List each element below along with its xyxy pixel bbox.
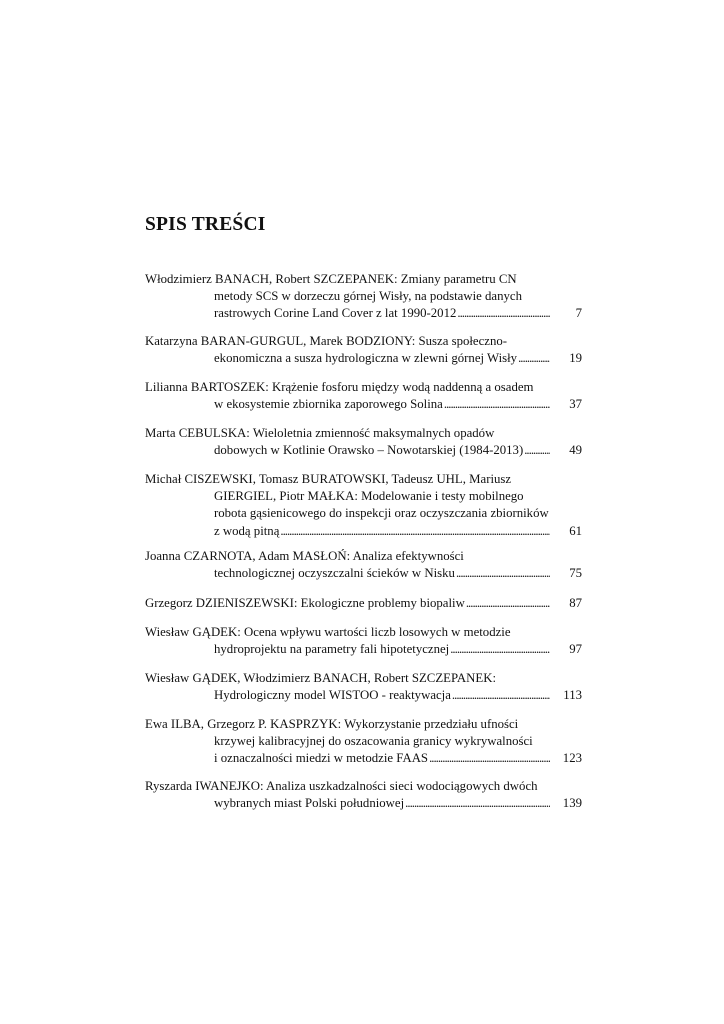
dot-leader: [444, 396, 550, 413]
page-number[interactable]: 7: [575, 306, 582, 321]
dot-leader: [457, 305, 550, 322]
toc-entry: [145, 624, 582, 658]
toc-entry-line: metody SCS w dorzeczu górnej Wisły, na podstawie danych: [214, 289, 522, 304]
page-number[interactable]: 87: [569, 595, 582, 610]
toc-entry-line: dobowych w Kotlinie Orawsko – Nowotarskiej (1984-2013): [214, 443, 524, 458]
dot-leader: [450, 641, 550, 658]
toc-entry-line: robota gąsienicowego do inspekcji oraz oczyszczania zbiorników: [214, 506, 549, 521]
page-number[interactable]: 139: [562, 796, 582, 811]
page-number[interactable]: 61: [569, 523, 582, 538]
toc-entry-line: Ryszarda IWANEJKO: Analiza uszkadzalności sieci wodociągowych dwóch: [145, 779, 538, 793]
toc-entry: [145, 716, 582, 768]
toc-entry: [145, 333, 582, 367]
dot-leader: [524, 442, 550, 459]
page-number[interactable]: 97: [569, 642, 582, 657]
toc-entry-line: hydroprojektu na parametry fali hipotetycznej: [214, 642, 450, 657]
toc-entry-line: wybranych miast Polski południowej: [214, 796, 405, 811]
toc-entry-line: GIERGIEL, Piotr MAŁKA: Modelowanie i testy mobilnego: [214, 489, 524, 504]
toc-entry-line: Hydrologiczny model WISTOO - reaktywacja: [214, 688, 451, 703]
toc-entry-line: Joanna CZARNOTA, Adam MASŁOŃ: Analiza efektywności: [145, 549, 464, 563]
toc-entry-line: Grzegorz DZIENISZEWSKI: Ekologiczne problemy biopaliw: [145, 595, 465, 610]
dot-leader: [452, 687, 550, 704]
toc-entry-line: z wodą pitną: [214, 523, 280, 538]
toc-entry: [145, 595, 582, 612]
toc-entry-line: Wiesław GĄDEK, Włodzimierz BANACH, Robert SZCZEPANEK:: [145, 671, 497, 685]
page-title: SPIS TREŚCI: [145, 214, 266, 235]
toc-entry-line: rastrowych Corine Land Cover z lat 1990-2012: [214, 306, 457, 321]
toc-entry-last-line: [145, 595, 582, 612]
toc-entry-line: technologicznej oczyszczalni ścieków w Nisku: [214, 566, 455, 581]
toc-entry: [145, 548, 582, 582]
toc-entry-last-line: [145, 565, 582, 582]
toc-entry: [145, 271, 582, 323]
toc-entry-line: Marta CEBULSKA: Wieloletnia zmienność maksymalnych opadów: [145, 426, 495, 440]
toc-entry-last-line: [145, 641, 582, 658]
toc-entry-line: Ewa ILBA, Grzegorz P. KASPRZYK: Wykorzystanie przedziału ufności: [145, 717, 519, 731]
toc-entry-last-line: [145, 396, 582, 413]
toc-entry-last-line: [145, 795, 582, 812]
toc-entry-last-line: [145, 350, 582, 367]
dot-leader: [280, 523, 550, 540]
toc-entry: [145, 379, 582, 413]
toc-entry-last-line: [145, 305, 582, 322]
toc-entry: [145, 670, 582, 704]
dot-leader: [405, 795, 550, 812]
toc-entry-line: Katarzyna BARAN-GURGUL, Marek BODZIONY: Susza społeczno-: [145, 334, 508, 348]
dot-leader: [456, 565, 550, 582]
toc-entry-last-line: [145, 687, 582, 704]
toc-entry: [145, 471, 582, 540]
toc-entry: [145, 778, 582, 812]
page-number[interactable]: 113: [563, 688, 582, 703]
toc-entry-last-line: [145, 442, 582, 459]
toc-entry-line: ekonomiczna a susza hydrologiczna w zlewni górnej Wisły: [214, 351, 518, 366]
toc-entry-line: Wiesław GĄDEK: Ocena wpływu wartości liczb losowych w metodzie: [145, 625, 511, 639]
dot-leader: [518, 350, 550, 367]
toc-entry-line: Lilianna BARTOSZEK: Krążenie fosforu między wodą naddenną a osadem: [145, 380, 534, 394]
toc-entry-line: Michał CISZEWSKI, Tomasz BURATOWSKI, Tadeusz UHL, Mariusz: [145, 472, 512, 486]
page-number[interactable]: 49: [569, 443, 582, 458]
toc-entry-last-line: [145, 523, 582, 540]
toc-entry-line: krzywej kalibracyjnej do oszacowania granicy wykrywalności: [214, 734, 533, 749]
dot-leader: [429, 750, 550, 767]
toc-entry: [145, 425, 582, 459]
toc-entry-line: Włodzimierz BANACH, Robert SZCZEPANEK: Zmiany parametru CN: [145, 272, 517, 286]
toc-entry-last-line: [145, 750, 582, 767]
page-number[interactable]: 19: [569, 351, 582, 366]
page-number[interactable]: 123: [562, 751, 582, 766]
page-number[interactable]: 37: [569, 397, 582, 412]
toc-entry-line: i oznaczalności miedzi w metodzie FAAS: [214, 751, 429, 766]
toc-entry-line: w ekosystemie zbiornika zaporowego Solina: [214, 397, 443, 412]
page-number[interactable]: 75: [569, 566, 582, 581]
dot-leader: [466, 595, 550, 612]
